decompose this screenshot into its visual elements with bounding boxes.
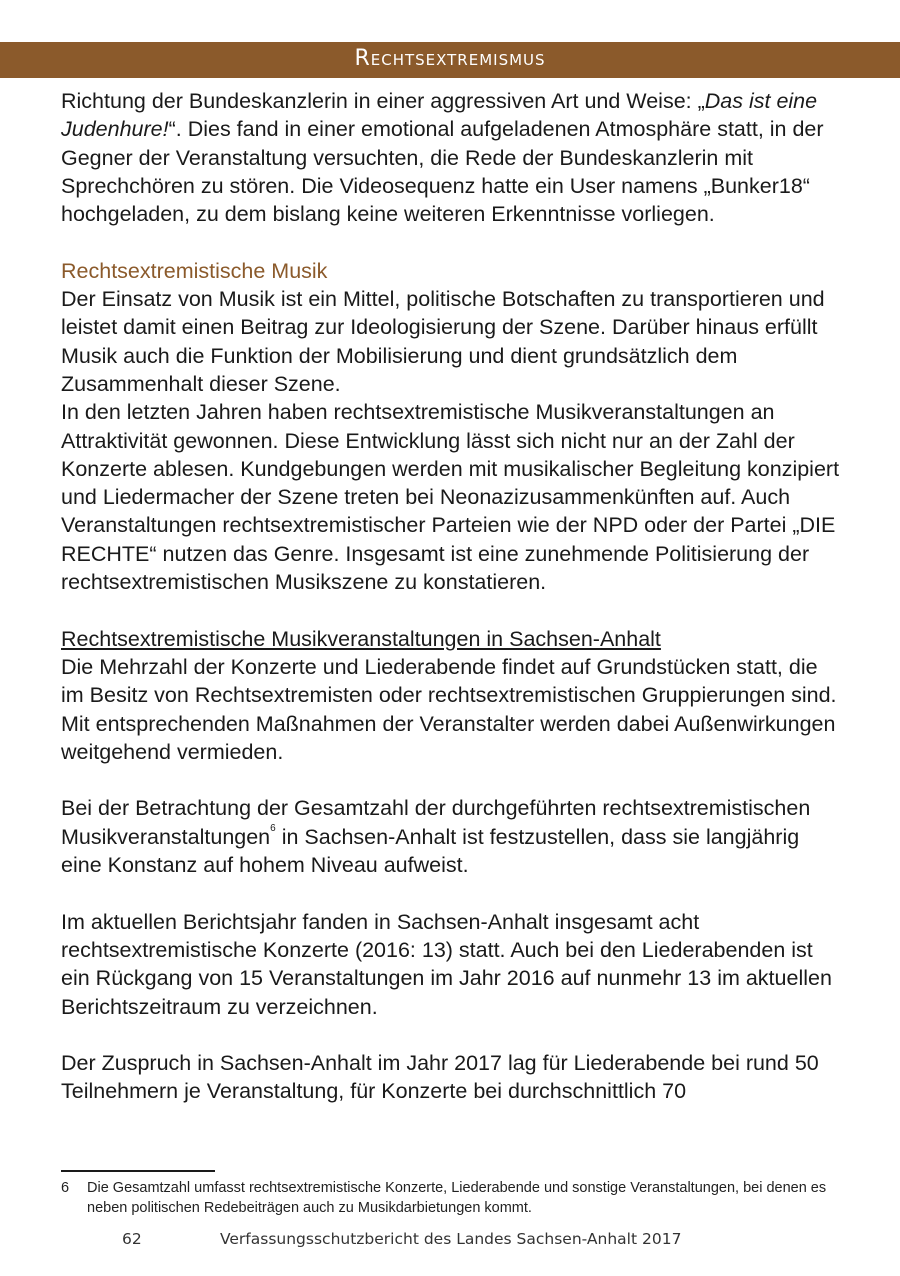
chapter-title: Rechtsextremismus xyxy=(354,46,546,71)
intro-quote: Das ist eine Judenhure! xyxy=(61,89,818,142)
total-text-start: Bei der Betrachtung der Gesamtzahl der durchgeführten rechtsextremistischen Musikveranstaltungen xyxy=(61,796,811,849)
chapter-header-bar xyxy=(0,42,900,78)
page-number: 62 xyxy=(122,1230,142,1248)
paragraph-events-total xyxy=(61,794,841,879)
intro-text-end: “. Dies fand in einer emotional aufgeladenen Atmosphäre statt, in der Gegner der Veranstaltung versuchten, die Rede der Bundeskanzlerin mit Sprechchören zu stören. Die Videosequenz hatte ein User namens „Bunker18“ hochgeladen, zu dem bislang keine weiteren Erkenntnisse vorliegen. xyxy=(61,117,824,227)
footnote-divider xyxy=(61,1170,215,1172)
section-heading-events: Rechtsextremistische Musikveranstaltungen in Sachsen-Anhalt xyxy=(61,626,661,651)
main-content xyxy=(61,87,841,1106)
paragraph-intro xyxy=(61,87,841,228)
footnote-reference: 6 xyxy=(270,822,276,834)
footnote-text: Die Gesamtzahl umfasst rechtsextremistische Konzerte, Liederabende und sonstige Veranstaltungen, bei denen es neben politischen Redebeiträgen auch zu Musikdarbietungen kommt. xyxy=(87,1180,827,1216)
paragraph-events-locations: Die Mehrzahl der Konzerte und Liederabende findet auf Grundstücken statt, die im Besitz von Rechtsextremisten oder rechtsextremistischen Gruppierungen sind. Mit entsprechenden Maßnahmen der Veranstalter werden dabei Außenwirkungen weitgehend vermieden. xyxy=(61,654,837,764)
publication-title: Verfassungsschutzbericht des Landes Sachsen-Anhalt 2017 xyxy=(220,1230,682,1248)
paragraph-music-purpose: Der Einsatz von Musik ist ein Mittel, politische Botschaften zu transportieren und leistet damit einen Beitrag zur Ideologisierung der Szene. Darüber hinaus erfüllt Musik auch die Funktion der Mobilisierung und dient grundsätzlich dem Zusammenhalt dieser Szene. xyxy=(61,287,825,396)
total-text-end: in Sachsen-Anhalt ist festzustellen, dass sie langjährig eine Konstanz auf hohem Niveau aufweist. xyxy=(61,824,800,878)
paragraph-attendance: Der Zuspruch in Sachsen-Anhalt im Jahr 2017 lag für Liederabende bei rund 50 Teilnehmern je Veranstaltung, für Konzerte bei durchschnittlich 70 xyxy=(61,1051,819,1104)
footnote-number: 6 xyxy=(61,1180,70,1196)
paragraph-music-trend: In den letzten Jahren haben rechtsextremistische Musikveranstaltungen an Attraktivität gewonnen. Diese Entwicklung lässt sich nicht nur an der Zahl der Konzerte ablesen. Kundgebungen werden mit musikalischer Begleitung konzipiert und Liedermacher der Szene treten bei Neonazizusammenkünften auf. Auch Veranstaltungen rechtsextremistischer Parteien wie der NPD oder der Partei „DIE RECHTE“ nutzen das Genre. Insgesamt ist eine zunehmende Politisierung der rechtsextremistischen Musikszene zu konstatieren. xyxy=(61,400,840,595)
intro-text-start: Richtung der Bundeskanzlerin in einer aggressiven Art und Weise: „ xyxy=(61,89,705,113)
section-heading-music: Rechtsextremistische Musik xyxy=(61,258,328,283)
paragraph-events-count: Im aktuellen Berichtsjahr fanden in Sachsen-Anhalt insgesamt acht rechtsextremistische Konzerte (2016: 13) statt. Auch bei den Liederabenden ist ein Rückgang von 15 Veranstaltungen im Jahr 2016 auf nunmehr 13 im aktuellen Berichtszeitraum zu verzeichnen. xyxy=(61,909,832,1019)
footnote xyxy=(61,1178,851,1218)
